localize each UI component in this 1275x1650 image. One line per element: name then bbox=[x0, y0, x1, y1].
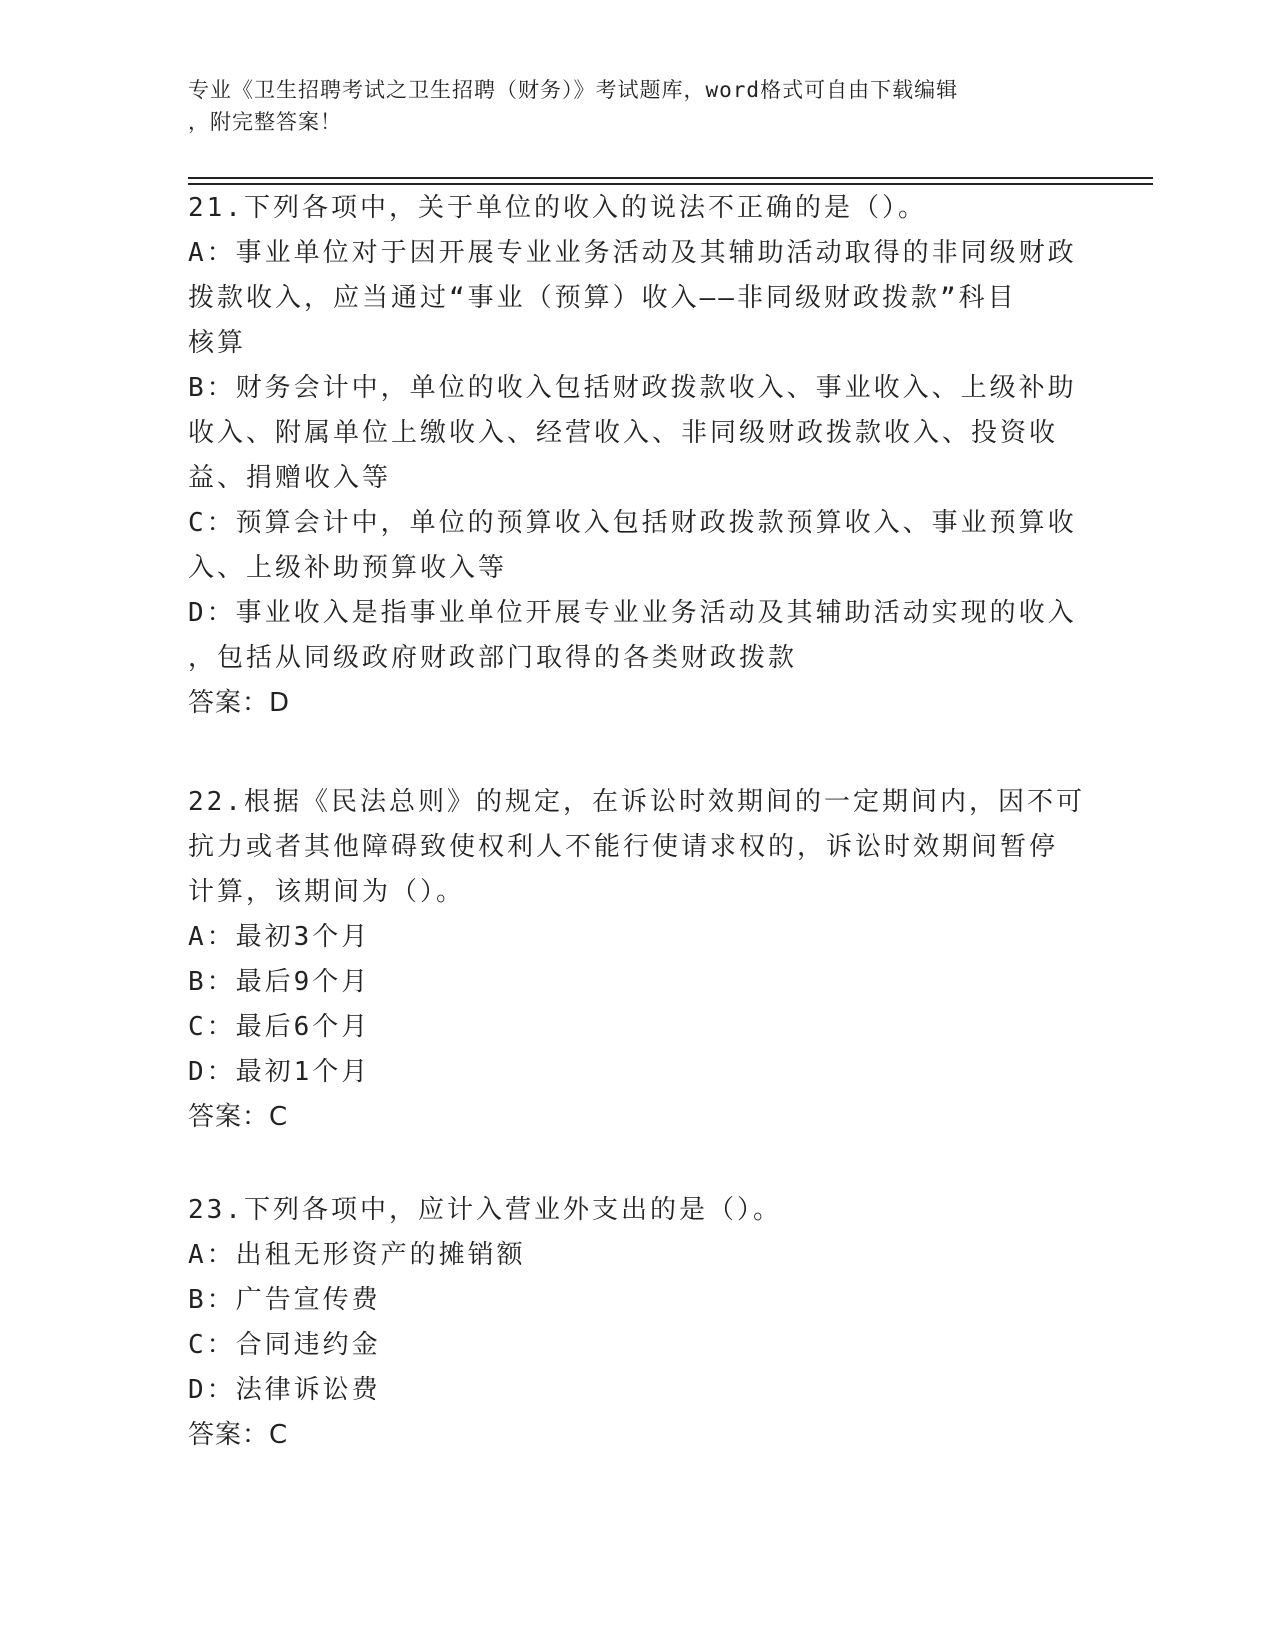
header-divider-top bbox=[188, 177, 1153, 179]
option-b: B：财务会计中，单位的收入包括财政拨款收入、事业收入、上级补助 bbox=[188, 373, 1077, 403]
document-header bbox=[188, 74, 1068, 138]
question-stem: 22.根据《民法总则》的规定，在诉讼时效期间的一定期间内，因不可 bbox=[188, 787, 1085, 817]
question-stem: 21.下列各项中，关于单位的收入的说法不正确的是（）。 bbox=[188, 193, 927, 223]
option-c: C：最后6个月 bbox=[188, 1012, 371, 1042]
answer: 答案：C bbox=[188, 1420, 289, 1450]
option-b-cont: 益、捐赠收入等 bbox=[188, 463, 392, 493]
header-line-2: ，附完整答案！ bbox=[188, 110, 342, 134]
option-a-cont: 核算 bbox=[188, 328, 247, 358]
question-22 bbox=[188, 780, 1088, 1140]
option-c: C：预算会计中，单位的预算收入包括财政拨款预算收入、事业预算收 bbox=[188, 508, 1077, 538]
question-stem: 23.下列各项中，应计入营业外支出的是（）。 bbox=[188, 1195, 782, 1225]
option-b-cont: 收入、附属单位上缴收入、经营收入、非同级财政拨款收入、投资收 bbox=[188, 418, 1059, 448]
option-a-cont: 拨款收入，应当通过“事业（预算）收入——非同级财政拨款”科目 bbox=[188, 283, 1017, 313]
option-b: B：广告宣传费 bbox=[188, 1285, 381, 1315]
question-23 bbox=[188, 1188, 1088, 1458]
option-d: D：法律诉讼费 bbox=[188, 1375, 381, 1405]
option-a: A：事业单位对于因开展专业业务活动及其辅助活动取得的非同级财政 bbox=[188, 238, 1077, 268]
option-a: A：出租无形资产的摊销额 bbox=[188, 1240, 526, 1270]
option-d-cont: ，包括从同级政府财政部门取得的各类财政拨款 bbox=[188, 643, 798, 673]
option-d: D：最初1个月 bbox=[188, 1057, 371, 1087]
option-b: B：最后9个月 bbox=[188, 967, 371, 997]
header-line-1: 专业《卫生招聘考试之卫生招聘（财务）》考试题库，word格式可自由下载编辑 bbox=[188, 78, 959, 102]
question-stem-cont: 抗力或者其他障碍致使权利人不能行使请求权的，诉讼时效期间暂停 bbox=[188, 832, 1059, 862]
header-divider-bottom bbox=[188, 183, 1153, 185]
answer: 答案：D bbox=[188, 688, 291, 718]
option-a: A：最初3个月 bbox=[188, 922, 371, 952]
answer: 答案：C bbox=[188, 1102, 289, 1132]
question-stem-cont: 计算，该期间为（）。 bbox=[188, 877, 466, 907]
option-c-cont: 入、上级补助预算收入等 bbox=[188, 553, 508, 583]
option-c: C：合同违约金 bbox=[188, 1330, 381, 1360]
option-d: D：事业收入是指事业单位开展专业业务活动及其辅助活动实现的收入 bbox=[188, 598, 1077, 628]
question-21 bbox=[188, 186, 1088, 726]
